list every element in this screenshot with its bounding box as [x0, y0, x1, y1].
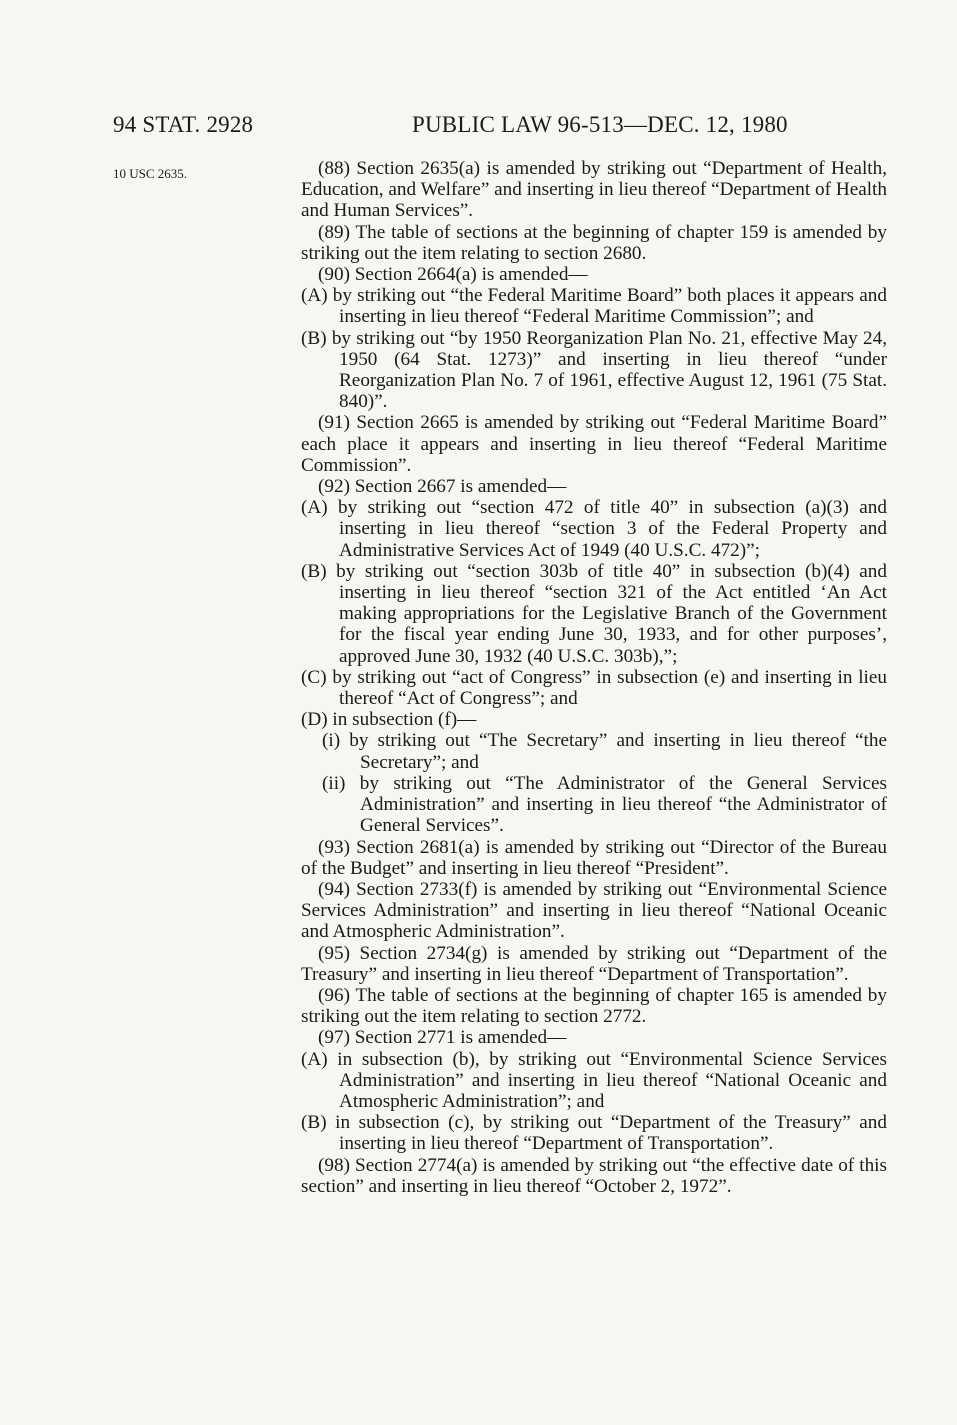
- statute-paragraph: (A) in subsection (b), by striking out “Environmental Science Services Administration” and inserting in lieu thereof “National Oceanic and Atmospheric Administration”; and: [301, 1048, 887, 1112]
- statute-paragraph: (B) by striking out “by 1950 Reorganization Plan No. 21, effective May 24, 1950 (64 Stat. 1273)” and inserting in lieu thereof “under Reorganization Plan No. 7 of 1961, effective August 12, 1961 (75 Stat. 840)”.: [301, 327, 887, 413]
- statute-paragraph: (D) in subsection (f)—: [301, 709, 477, 731]
- statute-paragraph: (95) Section 2734(g) is amended by striking out “Department of the Treasury” and inserting in lieu thereof “Department of Transportation”.: [301, 942, 887, 985]
- statute-paragraph: (97) Section 2771 is amended—: [318, 1027, 567, 1049]
- statute-paragraph: (C) by striking out “act of Congress” in subsection (e) and inserting in lieu thereof “Act of Congress”; and: [301, 666, 887, 710]
- statute-paragraph: (92) Section 2667 is amended—: [318, 476, 567, 498]
- statute-paragraph: (88) Section 2635(a) is amended by striking out “Department of Health, Education, and Welfare” and inserting in lieu thereof “Department of Health and Human Services”.: [301, 158, 887, 222]
- statute-paragraph: (98) Section 2774(a) is amended by striking out “the effective date of this section” and inserting in lieu thereof “October 2, 1972”.: [301, 1154, 887, 1197]
- statute-paragraph: (B) in subsection (c), by striking out “Department of the Treasury” and inserting in lieu thereof “Department of Transportation”.: [301, 1112, 887, 1155]
- statute-paragraph: (94) Section 2733(f) is amended by striking out “Environmental Science Services Administration” and inserting in lieu thereof “National Oceanic and Atmospheric Administration”.: [301, 878, 887, 943]
- statute-paragraph: (93) Section 2681(a) is amended by striking out “Director of the Bureau of the Budget” and inserting in lieu thereof “President”.: [301, 836, 887, 879]
- statute-paragraph: (89) The table of sections at the beginning of chapter 159 is amended by striking out the item relating to section 2680.: [301, 221, 887, 264]
- statute-paragraph: (ii) by striking out “The Administrator of the General Services Administration” and inserting in lieu thereof “the Administrator of General Services”.: [322, 772, 887, 837]
- statute-paragraph: (A) by striking out “section 472 of title 40” in subsection (a)(3) and inserting in lieu thereof “section 3 of the Federal Property and Administrative Services Act of 1949 (40 U.S.C. 472)”;: [301, 497, 887, 561]
- statute-body: [301, 158, 887, 1197]
- statute-paragraph: (96) The table of sections at the beginning of chapter 165 is amended by striking out the item relating to section 2772.: [301, 984, 887, 1028]
- statute-paragraph: (90) Section 2664(a) is amended—: [318, 264, 588, 286]
- running-header: PUBLIC LAW 96-513—DEC. 12, 1980: [412, 112, 788, 137]
- statute-paragraph: (i) by striking out “The Secretary” and inserting in lieu thereof “the Secretary”; and: [322, 730, 887, 773]
- margin-citation: 10 USC 2635.: [113, 166, 188, 181]
- statute-paragraph: (B) by striking out “section 303b of title 40” in subsection (b)(4) and inserting in lieu thereof “section 321 of the Act entitled ‘An Act making appropriations for the Legislative Branch of the Government for the fiscal year ending June 30, 1933, and for other purposes’, approved June 30, 1932 (40 U.S.C. 303b),”;: [301, 560, 887, 667]
- statute-paragraph: (91) Section 2665 is amended by striking out “Federal Maritime Board” each place it appears and inserting in lieu thereof “Federal Maritime Commission”.: [301, 412, 887, 476]
- statute-paragraph: (A) by striking out “the Federal Maritime Board” both places it appears and inserting in lieu thereof “Federal Maritime Commission”; and: [301, 285, 887, 328]
- stat-page-number: 94 STAT. 2928: [113, 112, 254, 137]
